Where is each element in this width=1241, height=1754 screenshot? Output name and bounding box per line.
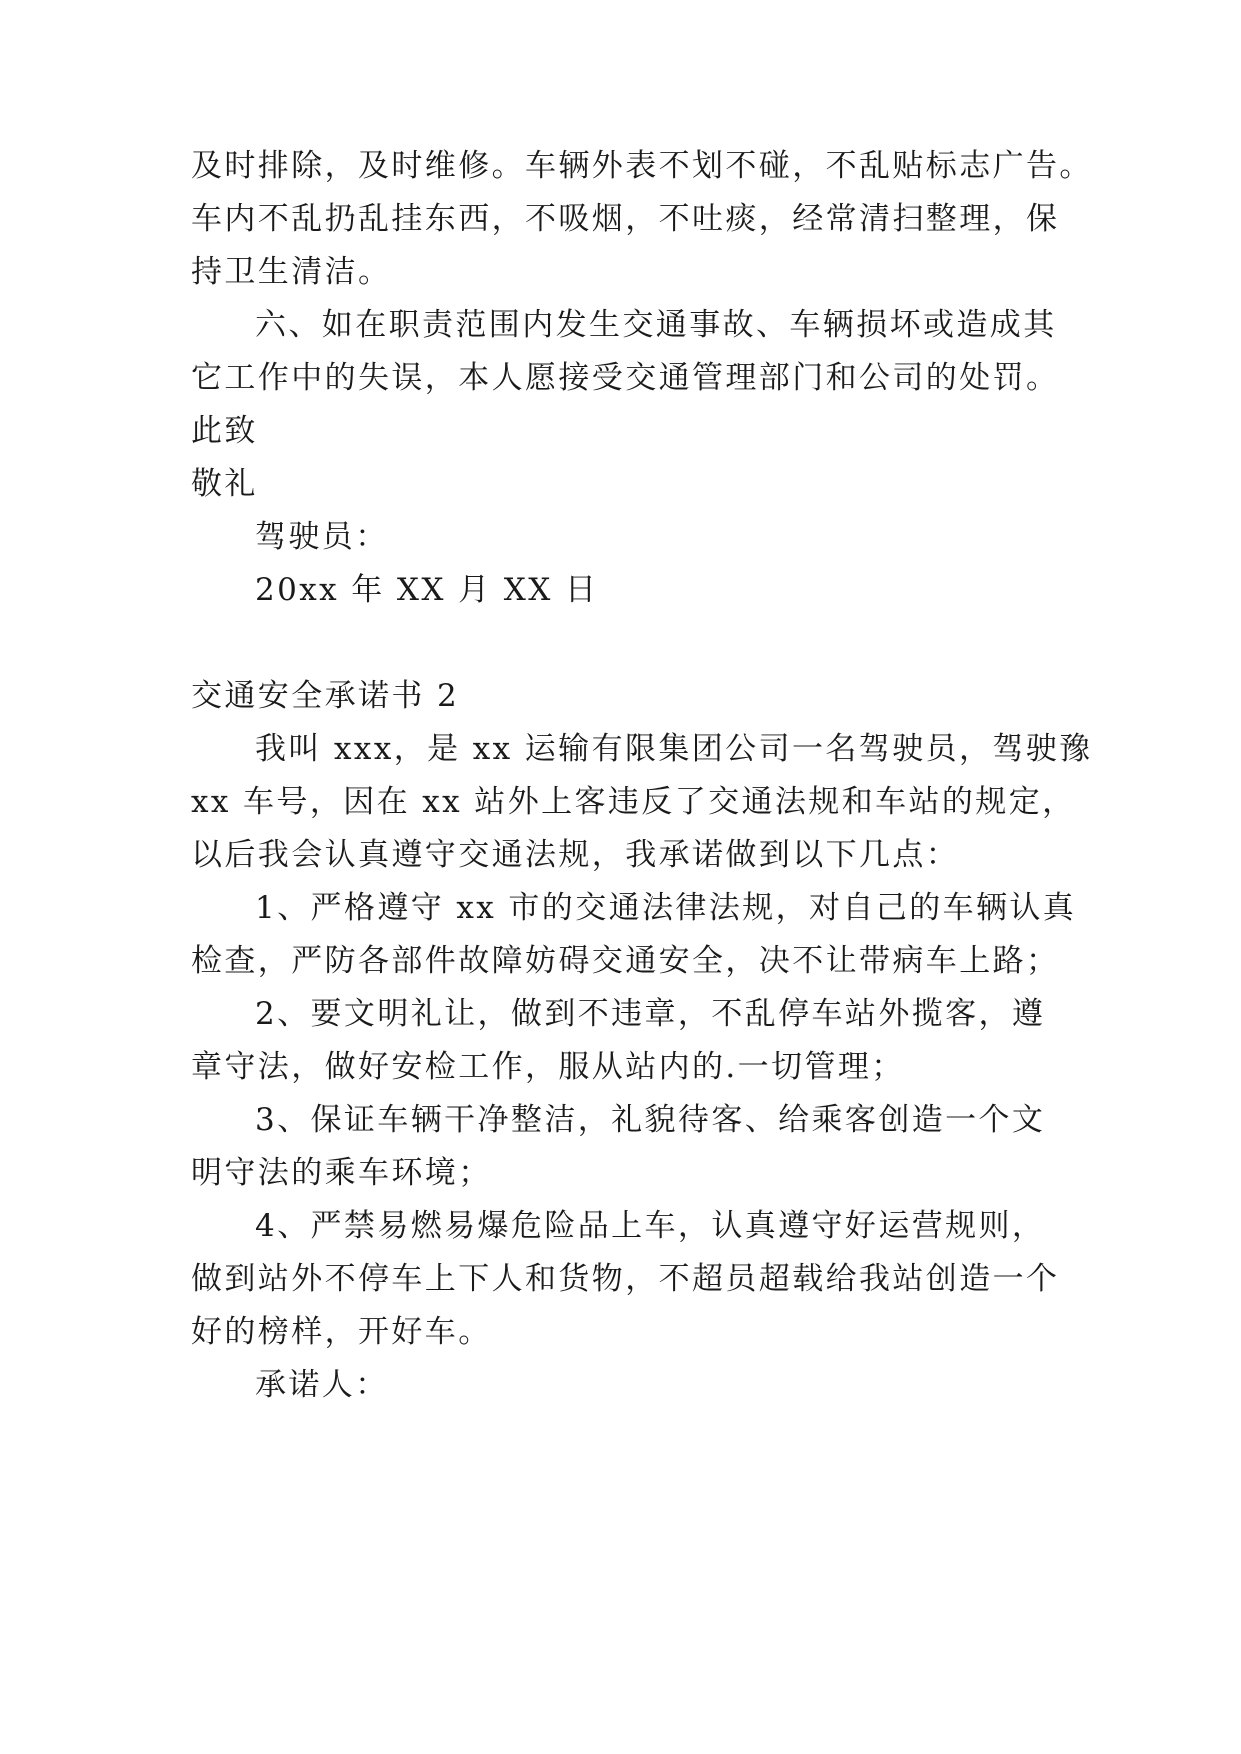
item-2-line: 章守法，做好安检工作，服从站内的.一切管理； (191, 1049, 905, 1085)
closing-cizhi: 此致 (191, 413, 258, 449)
paragraph-line: 车内不乱扔乱挂东西，不吸烟，不吐痰，经常清扫整理，保 (191, 201, 1060, 237)
item-4-line: 好的榜样，开好车。 (191, 1314, 492, 1350)
item-6-line: 六、如在职责范围内发生交通事故、车辆损坏或造成其 (255, 307, 1057, 343)
intro-line: xx 车号，因在 xx 站外上客违反了交通法规和车站的规定， (191, 784, 1076, 820)
promiser-signature-label: 承诺人： (255, 1367, 389, 1403)
section-title: 交通安全承诺书 2 (191, 678, 460, 714)
closing-jingli: 敬礼 (191, 466, 258, 502)
date-line: 20xx 年 XX 月 XX 日 (255, 572, 599, 608)
intro-line: 我叫 xxx，是 xx 运输有限集团公司一名驾驶员，驾驶豫 (255, 731, 1093, 767)
intro-line: 以后我会认真遵守交通法规，我承诺做到以下几点： (191, 837, 960, 873)
item-4-line: 做到站外不停车上下人和货物，不超员超载给我站创造一个 (191, 1261, 1060, 1297)
item-3-line: 3、保证车辆干净整洁，礼貌待客、给乘客创造一个文 (255, 1102, 1046, 1138)
item-1-line: 检查，严防各部件故障妨碍交通安全，决不让带病车上路； (191, 943, 1060, 979)
driver-signature-label: 驾驶员： (255, 519, 389, 555)
paragraph-line: 及时排除，及时维修。车辆外表不划不碰，不乱贴标志广告。 (191, 148, 1093, 184)
item-4-line: 4、严禁易燃易爆危险品上车，认真遵守好运营规则， (255, 1208, 1046, 1244)
item-1-line: 1、严格遵守 xx 市的交通法律法规，对自己的车辆认真 (255, 890, 1077, 926)
item-3-line: 明守法的乘车环境； (191, 1155, 492, 1191)
item-6-line: 它工作中的失误，本人愿接受交通管理部门和公司的处罚。 (191, 360, 1060, 396)
item-2-line: 2、要文明礼让，做到不违章，不乱停车站外揽客，遵 (255, 996, 1046, 1032)
paragraph-line: 持卫生清洁。 (191, 254, 392, 290)
